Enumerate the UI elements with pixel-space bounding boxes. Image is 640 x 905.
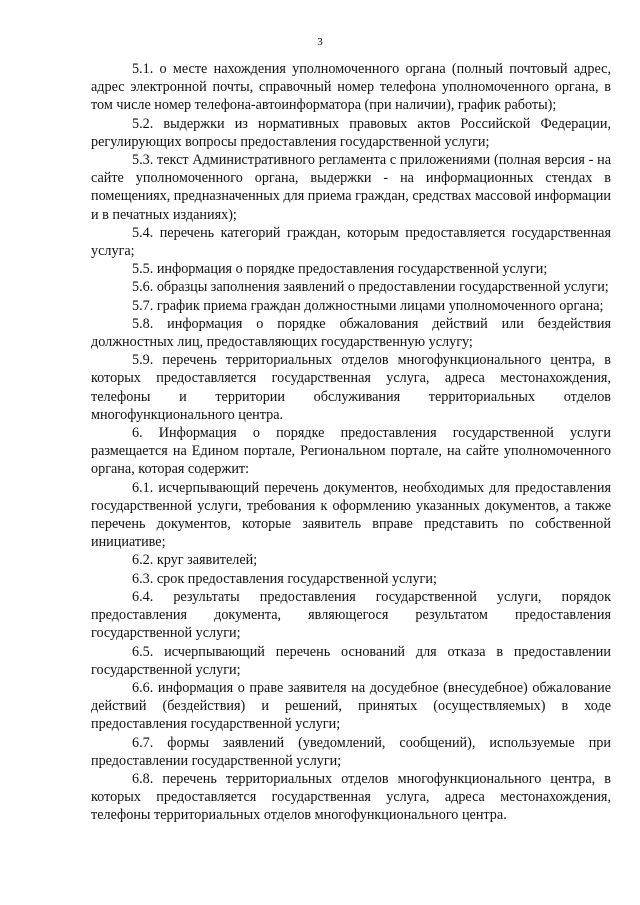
paragraph-6: 6. Информация о порядке предоставления государственной услуги размещается на Едином портале, Региональном портале, на сайте уполномоченного органа, которая содержит: <box>91 425 611 478</box>
paragraph-5-3: 5.3. текст Административного регламента с приложениями (полная версия - на сайте уполномоченного органа, выдержки - на информационных стендах в помещениях, предназначенных для приема граждан, средствах массовой информации и в печатных изданиях); <box>91 152 611 223</box>
paragraph-6-8: 6.8. перечень территориальных отделов многофункционального центра, в которых предоставляется государственная услуга, адреса местонахождения, телефоны территориальных отделов многофункционального центра. <box>91 770 611 824</box>
paragraph-5-2: 5.2. выдержки из нормативных правовых актов Российской Федерации, регулирующих вопросы предоставления государственной услуги; <box>91 115 611 150</box>
paragraph-5-9: 5.9. перечень территориальных отделов многофункционального центра, в которых предоставляется государственная услуга, адреса местонахождения, телефоны и территории обслуживания территориальных отделов многофункционального центра. <box>91 352 611 423</box>
paragraph-5-5: 5.5. информация о порядке предоставления государственной услуги; <box>132 261 548 278</box>
paragraph-6-6: 6.6. информация о праве заявителя на досудебное (внесудебное) обжалование действий (бездействия) и решений, принятых (осуществляемых) в ходе предоставления государственной услуги; <box>91 679 611 733</box>
paragraph-5-7: 5.7. график приема граждан должностными лицами уполномоченного органа; <box>132 297 604 314</box>
paragraph-6-3: 6.3. срок предоставления государственной услуги; <box>132 570 437 587</box>
paragraph-6-1: 6.1. исчерпывающий перечень документов, необходимых для предоставления государственной услуги, требования к оформлению указанных документов, а также перечень документов, которые заявитель вправе представить по собственной инициативе; <box>91 479 611 551</box>
paragraph-5-4: 5.4. перечень категорий граждан, которым предоставляется государственная услуга; <box>91 224 611 260</box>
paragraph-6-2: 6.2. круг заявителей; <box>132 552 258 569</box>
paragraph-5-6: 5.6. образцы заполнения заявлений о предоставлении государственной услуги; <box>132 279 609 296</box>
paragraph-6-5: 6.5. исчерпывающий перечень оснований для отказа в предоставлении государственной услуги; <box>91 643 611 678</box>
page-number: 3 <box>317 36 323 48</box>
document-body <box>91 60 611 825</box>
paragraph-6-4: 6.4. результаты предоставления государственной услуги, порядок предоставления документа, являющегося результатом предоставления государственной услуги; <box>91 588 611 642</box>
paragraph-5-1: 5.1. о месте нахождения уполномоченного органа (полный почтовый адрес, адрес электронной почты, справочный номер телефона уполномоченного органа, в том числе номер телефона-автоинформатора (при наличии), график работы); <box>91 61 611 114</box>
paragraph-6-7: 6.7. формы заявлений (уведомлений, сообщений), используемые при предоставлении государственной услуги; <box>91 734 611 769</box>
paragraph-5-8: 5.8. информация о порядке обжалования действий или бездействия должностных лиц, предоставляющих государственную услугу; <box>91 315 611 351</box>
